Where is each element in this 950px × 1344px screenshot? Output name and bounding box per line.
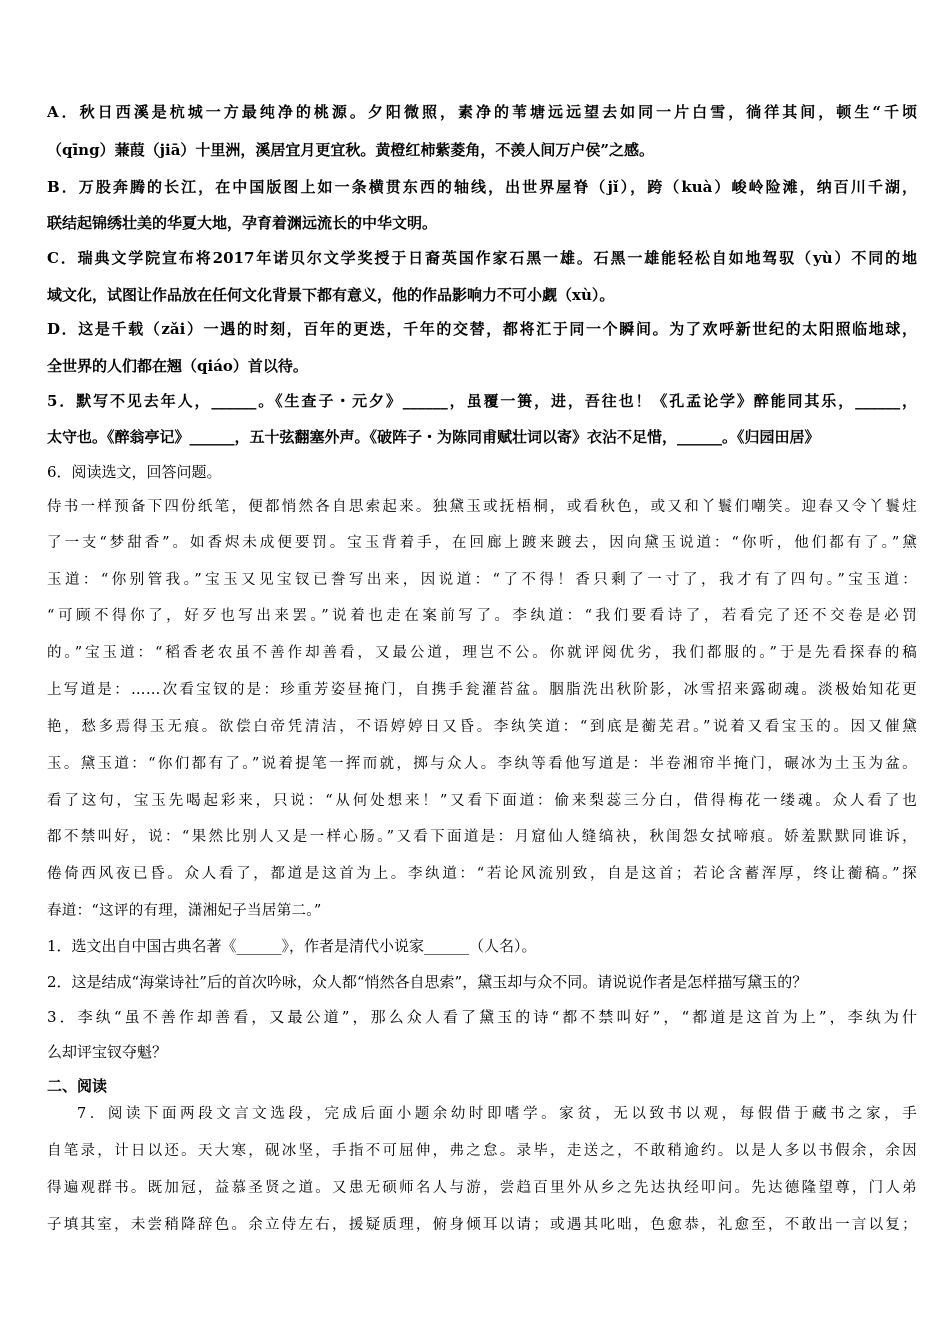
passage-line: 春道：“这评的有理，潇湘妃子当居第二。” (47, 903, 322, 919)
sub-question-3-line-1: 3．李纨“虽不善作却善看，又最公道”，那么众人看了黛玉的诗“都不禁叫好”，“都道是这首为上”，李纨为什 (47, 1008, 917, 1026)
sub-question-2: 2．这是结成“海棠诗社”后的首次吟咏，众人都“悄然各自思索”，黛玉却与众不同。请说说作者是怎样描写黛玉的？ (47, 973, 808, 991)
sub-question-3-line-2: 么却评宝钗夺魁？ (47, 1043, 168, 1061)
passage-line: 倦倚西风夜已昏。众人看了，都道是这首为上。李纨道：“若论风流别致，自是这首；若论含蓄浑厚，终让蘅稿。”探 (47, 866, 917, 882)
section-heading: 二、阅读 (47, 1077, 108, 1095)
question-5-line-2: 太守也。《醉翁亭记》______，五十弦翻塞外声。《破阵子・为陈同甫赋壮词以寄》衣沾不足惜，______。《归园田居》 (47, 428, 820, 446)
passage-line: 玉。黛玉道：“你们都有了。”说着提笔一挥而就，掷与众人。李纨等看他写道是：半卷湘帘半掩门，碾冰为土玉为盆。 (47, 756, 917, 772)
passage-line: 看了这句，宝玉先喝起彩来，只说：“从何处想来！”又看下面道：偷来梨蕊三分白，借得梅花一缕魂。众人看了也 (47, 793, 917, 809)
question-7-line: 自笔录，计日以还。天大寒，砚冰坚，手指不可屈伸，弗之怠。录毕，走送之，不敢稍逾约。以是人多以书假余，余因 (47, 1143, 917, 1159)
passage-line: 的。”宝玉道：“稻香老农虽不善作却善看，又最公道，理岂不公。你就评阅优劣，我们都服的。”于是先看探春的稿 (47, 645, 917, 661)
passage-line: 了一支“梦甜香”。如香烬未成便要罚。宝玉背着手，在回廊上踱来踱去，因向黛玉说道：“你听，他们都有了。”黛 (47, 535, 917, 551)
option-a-line-2: （qīng）蒹葭（jiā）十里洲，溪居宜月更宜秋。黄橙红柿紫菱角，不羡人间万户侯”之感。 (47, 141, 655, 159)
question-7-line: 子填其室，未尝稍降辞色。余立侍左右，援疑质理，俯身倾耳以请；或遇其叱咄，色愈恭，礼愈至，不敢出一言以复； (47, 1217, 917, 1233)
question-7-line: 7．阅读下面两段文言文选段，完成后面小题余幼时即嗜学。家贫，无以致书以观，每假借于藏书之家，手 (77, 1106, 917, 1122)
sub-question-1: 1．选文出自中国古典名著《______》，作者是清代小说家______（人名）。 (47, 937, 537, 955)
option-b-line-2: 联结起锦绣壮美的华夏大地，孕育着渊远流长的中华文明。 (47, 214, 438, 232)
option-c-line-1: C．瑞典文学院宣布将2017年诺贝尔文学奖授于日裔英国作家石黑一雄。石黑一雄能轻松自如地驾驭（yù）不同的地 (47, 249, 917, 267)
question-7-line: 得遍观群书。既加冠，益慕圣贤之道。又患无硕师名人与游，尝趋百里外从乡之先达执经叩问。先达德隆望尊，门人弟 (47, 1180, 917, 1196)
passage-line: 都不禁叫好，说：“果然比别人又是一样心肠。”又看下面道是：月窟仙人缝缟袂，秋闺怨女拭啼痕。娇羞默默同谁诉， (47, 829, 917, 845)
passage-line: “可顾不得你了，好歹也写出来罢。”说着也走在案前写了。李纨道：“我们要看诗了，若看完了还不交卷是必罚 (47, 608, 917, 624)
question-6-prompt: 6．阅读选文，回答问题。 (47, 463, 222, 481)
passage-line: 上写道是：……次看宝钗的是：珍重芳姿昼掩门，自携手瓮灌苔盆。胭脂洗出秋阶影，冰雪招来露砌魂。淡极始知花更 (47, 682, 917, 698)
option-d-line-2: 全世界的人们都在翘（qiáo）首以待。 (47, 357, 308, 375)
passage-line: 艳，愁多焉得玉无痕。欲偿白帝凭清洁，不语婷婷日又昏。李纨笑道：“到底是蘅芜君。”说着又看宝玉的。因又催黛 (47, 719, 917, 735)
option-d-line-1: D．这是千载（zǎi）一遇的时刻，百年的更迭，千年的交替，都将汇于同一个瞬间。为了欢呼新世纪的太阳照临地球， (47, 320, 917, 338)
question-5-line-1: 5．默写不见去年人，______。《生查子・元夕》______，虽覆一篑，进，吾往也！《孔孟论学》醉能同其乐，______， (47, 392, 917, 410)
option-c-line-2: 域文化，试图让作品放在任何文化背景下都有意义，他的作品影响力不可小觑（xù）。 (47, 286, 615, 304)
option-a-line-1: A．秋日西溪是杭城一方最纯净的桃源。夕阳微照，素净的苇塘远远望去如同一片白雪，徜徉其间，顿生“千顷 (47, 103, 917, 121)
passage-line: 侍书一样预备下四份纸笔，便都悄然各自思索起来。独黛玉或抚梧桐，或看秋色，或又和丫鬟们嘲笑。迎春又令丫鬟炷 (47, 499, 917, 515)
option-b-line-1: B．万股奔腾的长江，在中国版图上如一条横贯东西的轴线，出世界屋脊（jǐ），跨（kuà）峻岭险滩，纳百川千湖， (47, 178, 917, 196)
passage-line: 玉道：“你别管我。”宝玉又见宝钗已誊写出来，因说道：“了不得！香只剩了一寸了，我才有了四句。”宝玉道： (47, 572, 917, 588)
